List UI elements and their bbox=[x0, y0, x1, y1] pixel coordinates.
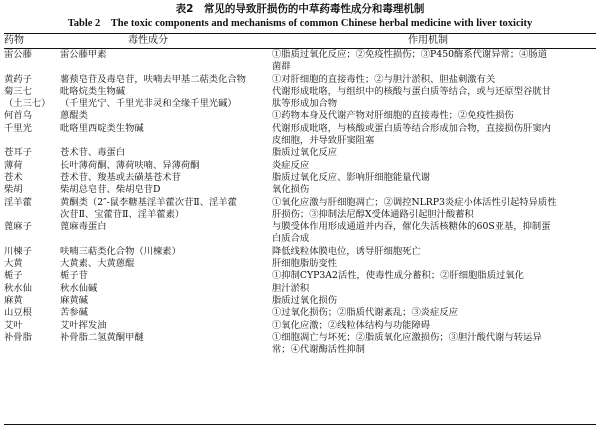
table-row bbox=[4, 74, 596, 86]
component-cell bbox=[60, 246, 270, 258]
drug-cell-line: 蓖麻子 bbox=[4, 221, 32, 233]
drug-cell bbox=[4, 307, 58, 319]
drug-cell bbox=[4, 172, 58, 184]
component-cell-line: 吡咯烷类生物碱 bbox=[60, 85, 126, 97]
mechanism-cell-line: 代谢形成吡咯，与组织中的核酸与蛋白质等结合，或与还原型谷胱甘 bbox=[272, 85, 551, 97]
mechanism-cell bbox=[272, 295, 596, 307]
mechanism-cell-line: 肝损伤；③抑制法尼醇X受体通路引起胆汁酸蓄积 bbox=[272, 208, 474, 220]
mechanism-cell-line: 炎症反应 bbox=[272, 159, 310, 171]
component-cell-line: 黄酮类（2″-鼠李糖基淫羊藿次苷Ⅱ、淫羊藿 bbox=[60, 196, 237, 208]
table-body bbox=[4, 49, 596, 356]
mechanism-cell-line: 氧化损伤 bbox=[272, 184, 310, 196]
mechanism-cell bbox=[272, 147, 596, 159]
mechanism-cell bbox=[272, 86, 596, 111]
drug-cell bbox=[4, 49, 58, 61]
component-cell bbox=[60, 147, 270, 159]
mechanism-cell-line: 胆汁淤积 bbox=[272, 282, 310, 294]
mechanism-cell bbox=[272, 270, 596, 282]
table-row bbox=[4, 123, 596, 148]
table-row bbox=[4, 320, 596, 332]
drug-cell-line: （土三七） bbox=[4, 98, 51, 110]
component-cell-line: 蒽醌类 bbox=[60, 110, 88, 122]
drug-cell bbox=[4, 258, 58, 270]
table-row bbox=[4, 246, 596, 258]
mechanism-cell-line: 脂质过氧化损伤 bbox=[272, 294, 338, 306]
mechanism-cell bbox=[272, 332, 596, 357]
table-row bbox=[4, 258, 596, 270]
mechanism-cell-line: ①氧化应激；②线粒体结构与功能障碍 bbox=[272, 319, 431, 331]
table-row bbox=[4, 270, 596, 282]
mechanism-cell bbox=[272, 184, 596, 196]
component-cell bbox=[60, 74, 270, 86]
component-cell bbox=[60, 283, 270, 295]
component-cell-line: 苍术苷、毒蛋白 bbox=[60, 147, 126, 159]
component-cell bbox=[60, 160, 270, 172]
drug-cell bbox=[4, 160, 58, 172]
drug-cell-line: 何首乌 bbox=[4, 110, 32, 122]
drug-cell-line: 补骨脂 bbox=[4, 331, 32, 343]
drug-cell-line: 菊三七 bbox=[4, 85, 32, 97]
mechanism-cell bbox=[272, 283, 596, 295]
component-cell-line: 长叶薄荷酮、薄荷呋喃、异薄荷酮 bbox=[60, 159, 200, 171]
mechanism-cell-line: 降低线粒体膜电位，诱导肝细胞死亡 bbox=[272, 245, 421, 257]
drug-cell bbox=[4, 123, 58, 135]
table-row bbox=[4, 49, 596, 74]
component-cell-line: 秋水仙碱 bbox=[60, 282, 98, 294]
mechanism-cell-line: ①细胞凋亡与坏死；②脂质氧化应激损伤；③胆汁酸代谢与转运异 bbox=[272, 331, 542, 343]
table-row bbox=[4, 110, 596, 122]
mechanism-cell bbox=[272, 307, 596, 319]
component-cell bbox=[60, 123, 270, 135]
component-cell-line: （千里光宁、千里光非灵和全缘千里光碱） bbox=[60, 98, 237, 110]
component-cell-line: 雷公藤甲素 bbox=[60, 49, 107, 60]
drug-cell bbox=[4, 270, 58, 282]
drug-cell-line: 千里光 bbox=[4, 122, 32, 134]
drug-cell-line: 柴胡 bbox=[4, 184, 23, 196]
header-mechanism: 作用机制 bbox=[408, 35, 448, 46]
component-cell-line: 麻黄碱 bbox=[60, 294, 88, 306]
component-cell bbox=[60, 221, 270, 233]
mechanism-cell-line: ①氧化应激与肝细胞凋亡；②调控NLRP3炎症小体活性引起特异质性 bbox=[272, 196, 557, 208]
mechanism-cell bbox=[272, 320, 596, 332]
mechanism-cell bbox=[272, 49, 596, 74]
drug-cell-line: 秋水仙 bbox=[4, 282, 32, 294]
mechanism-cell-line: 代谢形成吡咯，与核酸或蛋白质等结合形成加合物，直接损伤肝窦内 bbox=[272, 122, 551, 134]
drug-cell-line: 麻黄 bbox=[4, 294, 23, 306]
drug-cell-line: 栀子 bbox=[4, 270, 23, 282]
drug-cell-line: 苍术 bbox=[4, 171, 23, 183]
drug-cell-line: 淫羊藿 bbox=[4, 196, 32, 208]
drug-cell bbox=[4, 147, 58, 159]
mechanism-cell bbox=[272, 172, 596, 184]
component-cell bbox=[60, 295, 270, 307]
component-cell bbox=[60, 197, 270, 222]
mechanism-cell-line: ①过氧化损伤；②脂质代谢紊乱；③炎症反应 bbox=[272, 307, 458, 319]
drug-cell-line: 薄荷 bbox=[4, 159, 23, 171]
mechanism-cell-line: ①抑制CYP3A2活性，使毒性成分蓄积；②肝细胞脂质过氧化 bbox=[272, 270, 524, 282]
mechanism-cell-line: ①对肝细胞的直接毒性；②与胆汁淤积、胆盐刺激有关 bbox=[272, 73, 496, 85]
mechanism-cell-line: 与膜受体作用形成通道并内吞，催化失活核糖体的60S亚基，抑制蛋 bbox=[272, 221, 551, 233]
table-bottom-rule bbox=[4, 424, 596, 425]
table-row bbox=[4, 86, 596, 111]
mechanism-cell bbox=[272, 110, 596, 122]
drug-cell-line: 雷公藤 bbox=[4, 49, 32, 60]
component-cell-line: 艾叶挥发油 bbox=[60, 319, 107, 331]
component-cell-line: 薯蓣皂苷及毒皂苷，呋喃去甲基二萜类化合物 bbox=[60, 73, 246, 85]
component-cell-line: 苦参碱 bbox=[60, 307, 88, 319]
header-drug: 药物 bbox=[4, 35, 24, 46]
drug-cell-line: 山豆根 bbox=[4, 307, 32, 319]
mechanism-cell-line: 肽等形成加合物 bbox=[272, 98, 338, 110]
drug-cell-line: 黄药子 bbox=[4, 73, 32, 85]
drug-cell bbox=[4, 332, 58, 344]
component-cell-line: 补骨脂二氢黄酮甲醚 bbox=[60, 331, 144, 343]
component-cell-line: 蓖麻毒蛋白 bbox=[60, 221, 107, 233]
component-cell bbox=[60, 320, 270, 332]
drug-cell bbox=[4, 184, 58, 196]
table-row bbox=[4, 160, 596, 172]
mechanism-cell-line: 菌群 bbox=[272, 61, 291, 73]
drug-cell-line: 大黄 bbox=[4, 258, 23, 270]
component-cell-line: 大黄素、大黄蒽醌 bbox=[60, 258, 135, 270]
table-row bbox=[4, 307, 596, 319]
component-cell bbox=[60, 49, 270, 61]
table-row bbox=[4, 283, 596, 295]
mechanism-cell bbox=[272, 258, 596, 270]
component-cell bbox=[60, 258, 270, 270]
table-caption-zh: 表2 常见的导致肝损伤的中草药毒性成分和毒理机制 bbox=[175, 3, 425, 15]
drug-cell bbox=[4, 221, 58, 233]
table-row bbox=[4, 172, 596, 184]
mechanism-cell bbox=[272, 123, 596, 148]
mechanism-cell-line: 肝细胞脂肪变性 bbox=[272, 258, 338, 270]
table-row bbox=[4, 221, 596, 246]
drug-cell bbox=[4, 295, 58, 307]
drug-cell bbox=[4, 246, 58, 258]
mechanism-cell-line: 白质合成 bbox=[272, 233, 310, 245]
mechanism-cell bbox=[272, 221, 596, 246]
table-row bbox=[4, 197, 596, 222]
drug-cell bbox=[4, 197, 58, 209]
component-cell bbox=[60, 307, 270, 319]
component-cell-line: 次苷Ⅱ、宝藿苷Ⅱ、淫羊藿素） bbox=[60, 208, 185, 220]
table-top-rule bbox=[4, 33, 596, 34]
drug-cell bbox=[4, 74, 58, 86]
drug-cell bbox=[4, 283, 58, 295]
drug-cell bbox=[4, 86, 58, 111]
component-cell bbox=[60, 270, 270, 282]
mechanism-cell-line: 皮细胞，并导致肝窦阻塞 bbox=[272, 135, 375, 147]
table-row bbox=[4, 147, 596, 159]
header-component: 毒性成分 bbox=[128, 35, 168, 46]
mechanism-cell bbox=[272, 160, 596, 172]
mechanism-cell-line: 脂质过氧化反应、影响肝细胞能量代谢 bbox=[272, 171, 431, 183]
drug-cell-line: 苍耳子 bbox=[4, 147, 32, 159]
table-caption-en: Table 2 The toxic components and mechanisms of common Chinese herbal medicine with liver toxicity bbox=[67, 18, 533, 29]
component-cell-line: 柴胡总皂苷、柴胡皂苷D bbox=[60, 184, 161, 196]
component-cell-line: 呋喃三萜类化合物（川楝素） bbox=[60, 245, 181, 257]
component-cell-line: 栀子苷 bbox=[60, 270, 88, 282]
component-cell bbox=[60, 86, 270, 111]
component-cell bbox=[60, 184, 270, 196]
component-cell-line: 吡咯里西啶类生物碱 bbox=[60, 122, 144, 134]
drug-cell bbox=[4, 320, 58, 332]
mechanism-cell-line: ①药物本身及代谢产物对肝细胞的直接毒性；②免疫性损伤 bbox=[272, 110, 514, 122]
table-row bbox=[4, 295, 596, 307]
mechanism-cell bbox=[272, 197, 596, 222]
mechanism-cell-line: ①脂质过氧化反应；②免疫性损伤；③P450酶系代谢异常；④肠道 bbox=[272, 49, 548, 60]
component-cell-line: 苍术苷、羧基或去磺基苍术苷 bbox=[60, 171, 181, 183]
drug-cell-line: 川楝子 bbox=[4, 245, 32, 257]
mechanism-cell bbox=[272, 74, 596, 86]
mechanism-cell-line: 常；④代谢酶活性抑制 bbox=[272, 344, 365, 356]
mechanism-cell-line: 脂质过氧化反应 bbox=[272, 147, 338, 159]
mechanism-cell bbox=[272, 246, 596, 258]
component-cell bbox=[60, 172, 270, 184]
table-row bbox=[4, 184, 596, 196]
drug-cell bbox=[4, 110, 58, 122]
component-cell bbox=[60, 110, 270, 122]
table-row bbox=[4, 332, 596, 357]
component-cell bbox=[60, 332, 270, 344]
drug-cell-line: 艾叶 bbox=[4, 319, 23, 331]
